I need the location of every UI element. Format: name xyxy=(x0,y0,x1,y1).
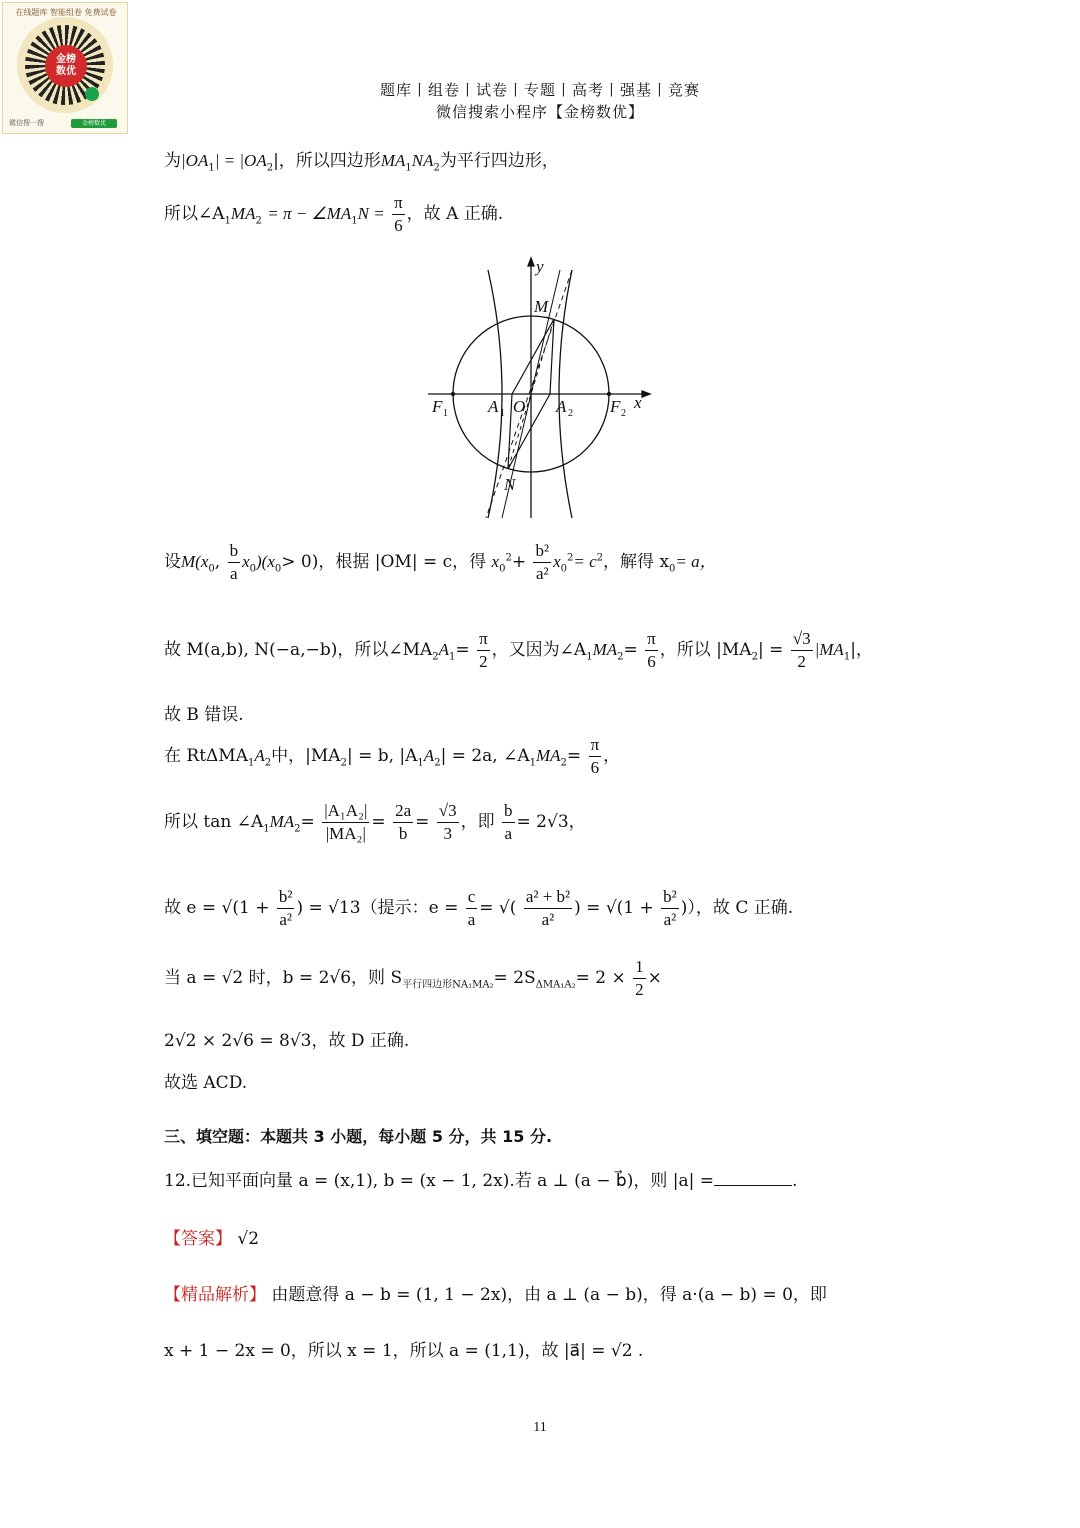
label-N: N xyxy=(504,475,516,494)
fraction-pi-6: $\frac{\pi}{6}$ xyxy=(394,193,403,235)
answer-line xyxy=(164,1224,259,1249)
label-M: M xyxy=(534,297,549,316)
label-F1: F xyxy=(432,397,443,416)
label-A1: A xyxy=(488,397,499,416)
answer-blank xyxy=(714,1171,792,1186)
x-axis-arrow xyxy=(642,391,650,397)
solution-line-6: 在 $Rt\Delta MA_1A_2$中，$|MA_2| = b$, $|A_1A_2| = 2a$, $\angle A_1MA_2=$ $\frac{\pi}{6}$ ， xyxy=(164,735,621,777)
header-nav: 题库丨组卷丨试卷丨专题丨高考丨强基丨竞赛 xyxy=(379,81,700,99)
point-F1 xyxy=(451,392,455,396)
page-number: 11 xyxy=(533,1420,547,1435)
logo-arc-text: 在线题库 智能组卷 免费试卷 xyxy=(15,8,117,17)
solution-line-8: 故 e = √(1 + $\frac{\text{b²}}{\text{a²}}$ ) = √13（提示：e = $\frac{c}{a}$ = √( $\frac{\text{a² + b²}}{\text{a²}}$ ) = √(1 + $\frac{\text{b²}}{\text{a²}}$ )），故 C 正确. xyxy=(164,887,794,929)
point-F2 xyxy=(607,392,611,396)
logo-bottom-bar: 微信搜一搜 金榜数优 xyxy=(9,118,121,129)
svg-text:1: 1 xyxy=(443,408,448,419)
hyperbola-circle-figure xyxy=(420,252,660,524)
analysis-line-1: 【精品解析】 由题意得 a − b = (1, 1 − 2x)，由 a ⊥ (a − b)，得 a·(a − b) = 0，即 xyxy=(164,1285,827,1305)
y-axis-arrow xyxy=(528,258,534,266)
svg-text:2: 2 xyxy=(621,408,626,419)
solution-line-3: 设$M(x_0$, $\frac{b}{a}$ $x_0)(x_0> 0)$，根据 |OM| = c，得 $x_0^2+$ $\frac{\text{b²}}{\text{a²}}$ $x_0^2= c^2$，解得 $x_0= a$， xyxy=(164,541,717,583)
solution-line-2: 所以$\angle A_1MA_2 = \pi$ − $\angle MA_1N$ = $\frac{\pi}{6}$ ，故 A 正确. xyxy=(164,193,504,235)
analysis-label: 【精品解析】 xyxy=(164,1285,266,1305)
solution-line-11: 故选 ACD. xyxy=(164,1073,248,1093)
solution-line-5: 故 B 错误. xyxy=(164,705,244,725)
solution-line-4: 故 M(a,b), N(−a,−b)，所以$\angle MA_2A_1=$ $\frac{\pi}{2}$ ，又因为$\angle A_1MA_2=$ $\frac{\pi}{6}$ ，所以 $|MA_2|$ = $\frac{√3}{2}$ $|MA_1|$， xyxy=(164,629,873,671)
svg-text:2: 2 xyxy=(568,408,573,419)
label-O: O xyxy=(513,397,526,416)
section-heading-3: 三、填空题：本题共 3 小题，每小题 5 分，共 15 分. xyxy=(164,1127,553,1146)
svg-text:1: 1 xyxy=(500,408,505,419)
header-search-hint: 微信搜索小程序【金榜数优】 xyxy=(435,103,644,121)
analysis-line-2: x + 1 − 2x = 0，所以 x = 1，所以 a = (1,1)，故 |a⃗| = √2 . xyxy=(164,1341,644,1361)
solution-line-7: 所以 $\tan \angle A_1MA_2=$ $\frac{\text{|A₁A₂|}}{\text{|MA₂|}}$ = $\frac{2a}{b}$ = $\frac{√3}{3}$ ，即 $\frac{b}{a}$ = 2√3， xyxy=(164,801,586,843)
geometry-diagram xyxy=(420,252,660,524)
label-x: x xyxy=(634,393,642,412)
answer-value: √2 xyxy=(237,1229,260,1249)
logo-badge: 金榜 数优 xyxy=(45,45,87,87)
label-A2: A xyxy=(556,397,567,416)
label-y: y xyxy=(536,257,544,276)
solution-line-10: 2√2 × 2√6 = 8√3，故 D 正确. xyxy=(164,1031,410,1051)
answer-label: 【答案】 xyxy=(164,1229,232,1249)
solution-line-9: 当 a = √2 时，b = 2√6，则 $S_{平行四边形NA_1MA_2}= 2S_{\Delta MA_1A_2}= 2$ × $\frac{1}{2}$ × xyxy=(164,957,662,999)
solution-line-1: 为$|OA_1| = |OA_2|$，所以四边形$MA_1NA_2$为平行四边形， xyxy=(164,151,559,174)
label-F2: F xyxy=(610,397,621,416)
question-12: 12.已知平面向量 a = (x,1), b = (x − 1, 2x).若 a ⊥ (a − b⃗)，则 |a| = . xyxy=(164,1171,798,1191)
